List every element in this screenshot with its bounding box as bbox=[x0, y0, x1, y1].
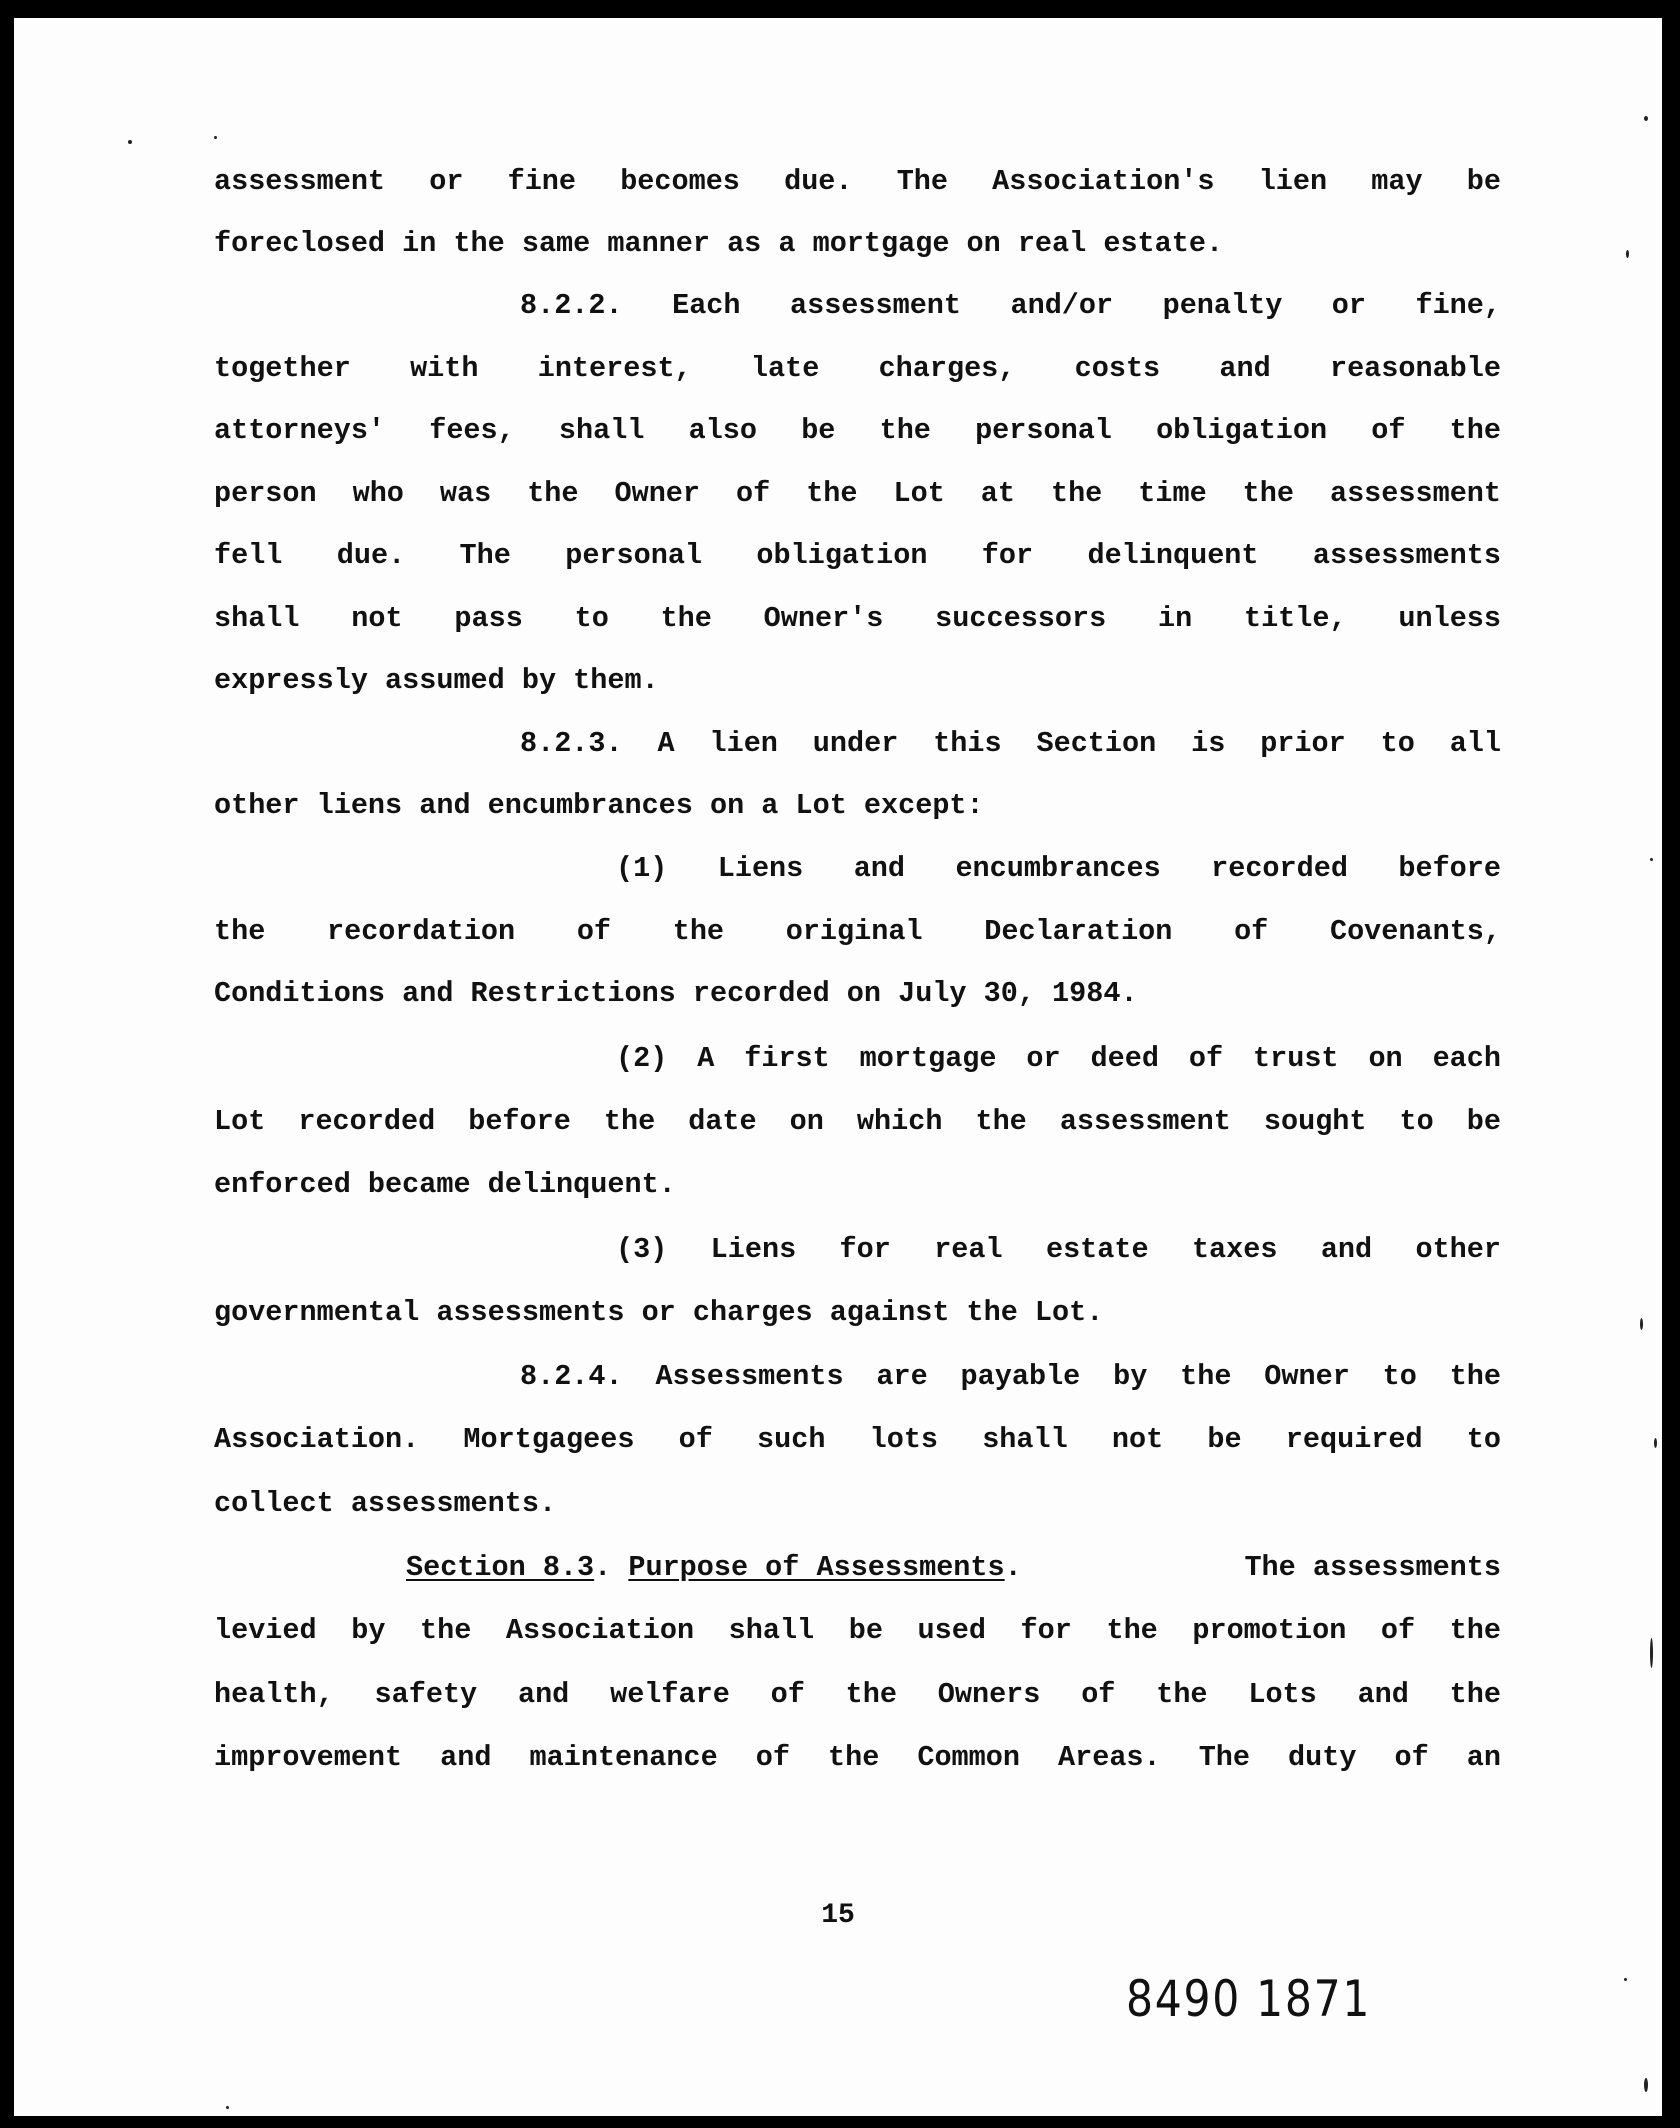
paragraph-8-2-3-start: 8.2.3. A lien under this Section is prior to all bbox=[520, 727, 1501, 760]
text-line: assessment or fine becomes due. The Association's lien may be bbox=[214, 165, 1501, 198]
item-2-start: (2) A first mortgage or deed of trust on each bbox=[616, 1042, 1501, 1075]
section-heading-group: Section 8.3. Purpose of Assessments. bbox=[406, 1551, 1022, 1584]
scan-speck bbox=[214, 136, 217, 139]
section-first-line-rest: The assessments bbox=[1244, 1551, 1501, 1584]
text-line: expressly assumed by them. bbox=[214, 664, 659, 697]
text-line: Lot recorded before the date on which the assessment sought to be bbox=[214, 1105, 1501, 1138]
scan-speck bbox=[1644, 116, 1648, 121]
section-number: Section 8.3 bbox=[406, 1551, 595, 1584]
text-line: attorneys' fees, shall also be the personal obligation of the bbox=[214, 414, 1501, 447]
text-line: other liens and encumbrances on a Lot except: bbox=[214, 789, 984, 822]
text-line: Conditions and Restrictions recorded on July 30, 1984. bbox=[214, 977, 1138, 1010]
text-line: the recordation of the original Declaration of Covenants, bbox=[214, 915, 1501, 948]
document-id-stamp: 8490 1871 bbox=[1126, 1970, 1372, 2028]
text-line: enforced became delinquent. bbox=[214, 1168, 676, 1201]
scan-speck bbox=[1626, 250, 1629, 258]
page-number: 15 bbox=[821, 1900, 855, 1931]
paragraph-8-2-2-start: 8.2.2. Each assessment and/or penalty or fine, bbox=[520, 289, 1501, 322]
item-1-start: (1) Liens and encumbrances recorded before bbox=[616, 852, 1501, 885]
text-line: improvement and maintenance of the Common Areas. The duty of an bbox=[214, 1741, 1501, 1774]
scan-speck bbox=[1650, 1638, 1653, 1668]
text-line: person who was the Owner of the Lot at the time the assessment bbox=[214, 477, 1501, 510]
text-line: collect assessments. bbox=[214, 1487, 557, 1520]
text-line: governmental assessments or charges against the Lot. bbox=[214, 1296, 1104, 1329]
scan-speck bbox=[1650, 858, 1653, 861]
paragraph-8-2-4-start: 8.2.4. Assessments are payable by the Owner to the bbox=[520, 1360, 1501, 1393]
section-8-3-heading-line bbox=[406, 1548, 1501, 1588]
text-line: Association. Mortgagees of such lots shall not be required to bbox=[214, 1423, 1501, 1456]
text-line: health, safety and welfare of the Owners of the Lots and the bbox=[214, 1678, 1501, 1711]
scan-speck bbox=[1640, 1318, 1643, 1330]
document-page bbox=[14, 18, 1662, 2116]
scan-speck bbox=[1654, 1438, 1657, 1448]
scan-speck bbox=[1644, 2078, 1648, 2092]
text-line: shall not pass to the Owner's successors in title, unless bbox=[214, 602, 1501, 635]
scan-speck bbox=[128, 140, 132, 144]
text-line: levied by the Association shall be used for the promotion of the bbox=[214, 1614, 1501, 1647]
scan-speck bbox=[1624, 1978, 1627, 1981]
text-line: foreclosed in the same manner as a mortgage on real estate. bbox=[214, 227, 1224, 260]
text-line: together with interest, late charges, costs and reasonable bbox=[214, 352, 1501, 385]
scan-speck bbox=[226, 2106, 229, 2109]
item-3-start: (3) Liens for real estate taxes and other bbox=[616, 1233, 1501, 1266]
text-line: fell due. The personal obligation for delinquent assessments bbox=[214, 539, 1501, 572]
section-title: Purpose of Assessments bbox=[628, 1551, 1005, 1584]
